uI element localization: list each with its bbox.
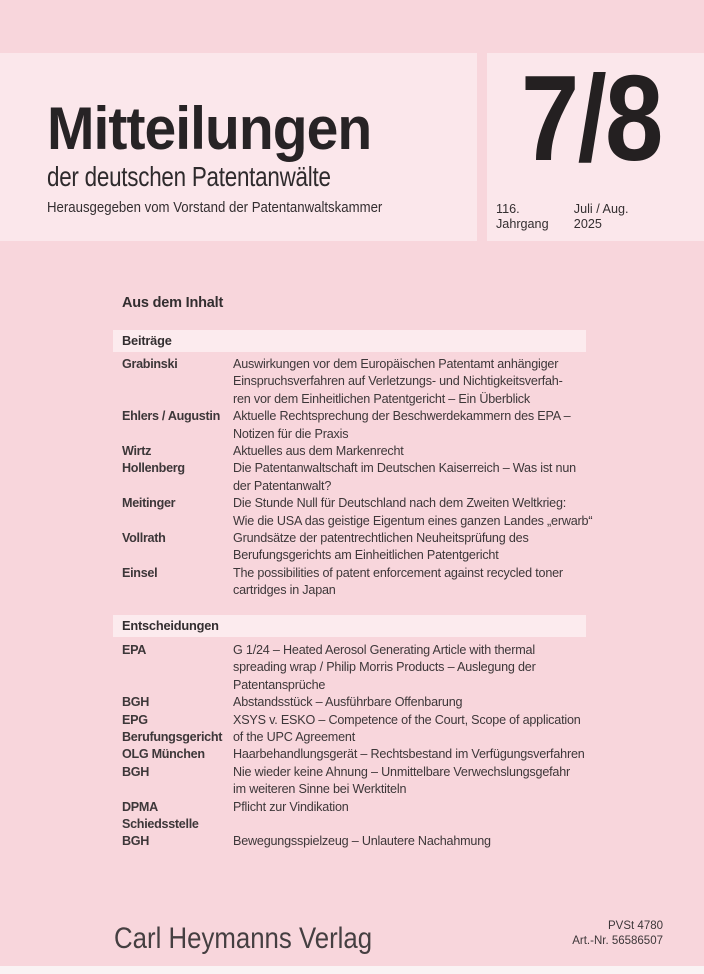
entry-title: Pflicht zur Vindikation xyxy=(233,799,349,814)
entry-court: EPA xyxy=(122,643,147,657)
toc-beitraege xyxy=(122,356,600,600)
journal-title: Mitteilungen xyxy=(47,95,372,162)
table-row xyxy=(122,642,600,694)
entry-court: EPG Berufungsgericht xyxy=(122,712,223,745)
entry-author: Einsel xyxy=(122,565,158,580)
table-row xyxy=(122,443,600,460)
toc-entscheidungen xyxy=(122,642,600,851)
entry-title: Haarbehandlungsgerät – Rechtsbestand im Verfügungsverfahren xyxy=(233,747,585,762)
entry-court: DPMA Schiedsstelle xyxy=(122,799,199,832)
page-edge-strip xyxy=(0,966,704,974)
entry-title: Bewegungsspielzeug – Unlautere Nachahmung xyxy=(233,834,491,849)
entry-title: Grundsätze der patentrechtlichen Neuheitsprüfung des Berufungsgerichts am Einheitlichen Patentgericht xyxy=(233,531,529,563)
entry-title: Abstandsstück – Ausführbare Offenbarung xyxy=(233,695,463,710)
entry-title: G 1/24 – Heated Aerosol Generating Article with thermal spreading wrap / Philip Morris Products – Auslegung der Patentansprüche xyxy=(233,643,536,692)
issue-volume: 116. Jahrgang xyxy=(496,201,549,231)
entry-title: Aktuelles aus dem Markenrecht xyxy=(233,444,404,459)
entry-author: Hollenberg xyxy=(122,461,185,476)
entry-title: Auswirkungen vor dem Europäischen Patentamt anhängiger Einspruchsverfahren auf Verletzungs- und Nichtigkeitsverfah- ren vor dem Einheitlichen Patentgericht – Ein Überblick xyxy=(233,357,563,406)
entry-court: BGH xyxy=(122,764,150,779)
issue-meta xyxy=(496,201,658,231)
journal-publisher-line: Herausgegeben vom Vorstand der Patentanwaltskammer xyxy=(47,199,383,216)
table-row xyxy=(122,746,600,763)
entry-author: Meitinger xyxy=(122,496,176,511)
table-row xyxy=(122,712,600,747)
masthead-title-panel xyxy=(0,53,477,241)
journal-subtitle: der deutschen Patentanwälte xyxy=(47,161,331,192)
entry-author: Ehlers / Augustin xyxy=(122,409,220,424)
entry-court: BGH xyxy=(122,834,150,849)
table-row xyxy=(122,460,600,495)
contents-heading: Aus dem Inhalt xyxy=(122,295,224,311)
table-row xyxy=(122,694,600,711)
publisher-logo-text: Carl Heymanns Verlag xyxy=(114,922,373,955)
table-row xyxy=(122,495,600,530)
issue-date: Juli / Aug. 2025 xyxy=(573,201,629,231)
table-row xyxy=(122,764,600,799)
entry-title: Aktuelle Rechtsprechung der Beschwerdekammern des EPA – Notizen für die Praxis xyxy=(233,409,571,441)
entry-title: Die Stunde Null für Deutschland nach dem Zweiten Weltkrieg: Wie die USA das geistige Eigentum eines ganzen Landes „erwarb“ xyxy=(233,496,593,528)
masthead-issue-panel xyxy=(487,50,704,241)
entry-title: XSYS v. ESKO – Competence of the Court, Scope of application of the UPC Agreement xyxy=(233,712,581,745)
footer-imprint-numbers: PVSt 4780 Art.-Nr. 56586507 xyxy=(572,920,663,947)
section-header-beitraege: Beiträge xyxy=(113,330,586,352)
table-row xyxy=(122,565,600,600)
entry-court: BGH xyxy=(122,695,150,710)
table-row xyxy=(122,530,600,565)
entry-author: Grabinski xyxy=(122,357,178,371)
entry-court: OLG München xyxy=(122,747,205,762)
entry-title: The possibilities of patent enforcement against recycled toner cartridges in Japan xyxy=(233,565,563,598)
section-header-entscheidungen: Entscheidungen xyxy=(113,615,586,637)
table-row xyxy=(122,799,600,834)
table-row xyxy=(122,833,600,850)
table-row xyxy=(122,408,600,443)
entry-title: Die Patentanwaltschaft im Deutschen Kaiserreich – Was ist nun der Patentanwalt? xyxy=(233,461,576,493)
entry-title: Nie wieder keine Ahnung – Unmittelbare Verwechslungsgefahr im weiteren Sinne bei Werktiteln xyxy=(233,764,571,797)
issue-number: 7/8 xyxy=(521,50,662,186)
entry-author: Wirtz xyxy=(122,444,152,459)
entry-author: Vollrath xyxy=(122,531,166,546)
table-row xyxy=(122,356,600,408)
